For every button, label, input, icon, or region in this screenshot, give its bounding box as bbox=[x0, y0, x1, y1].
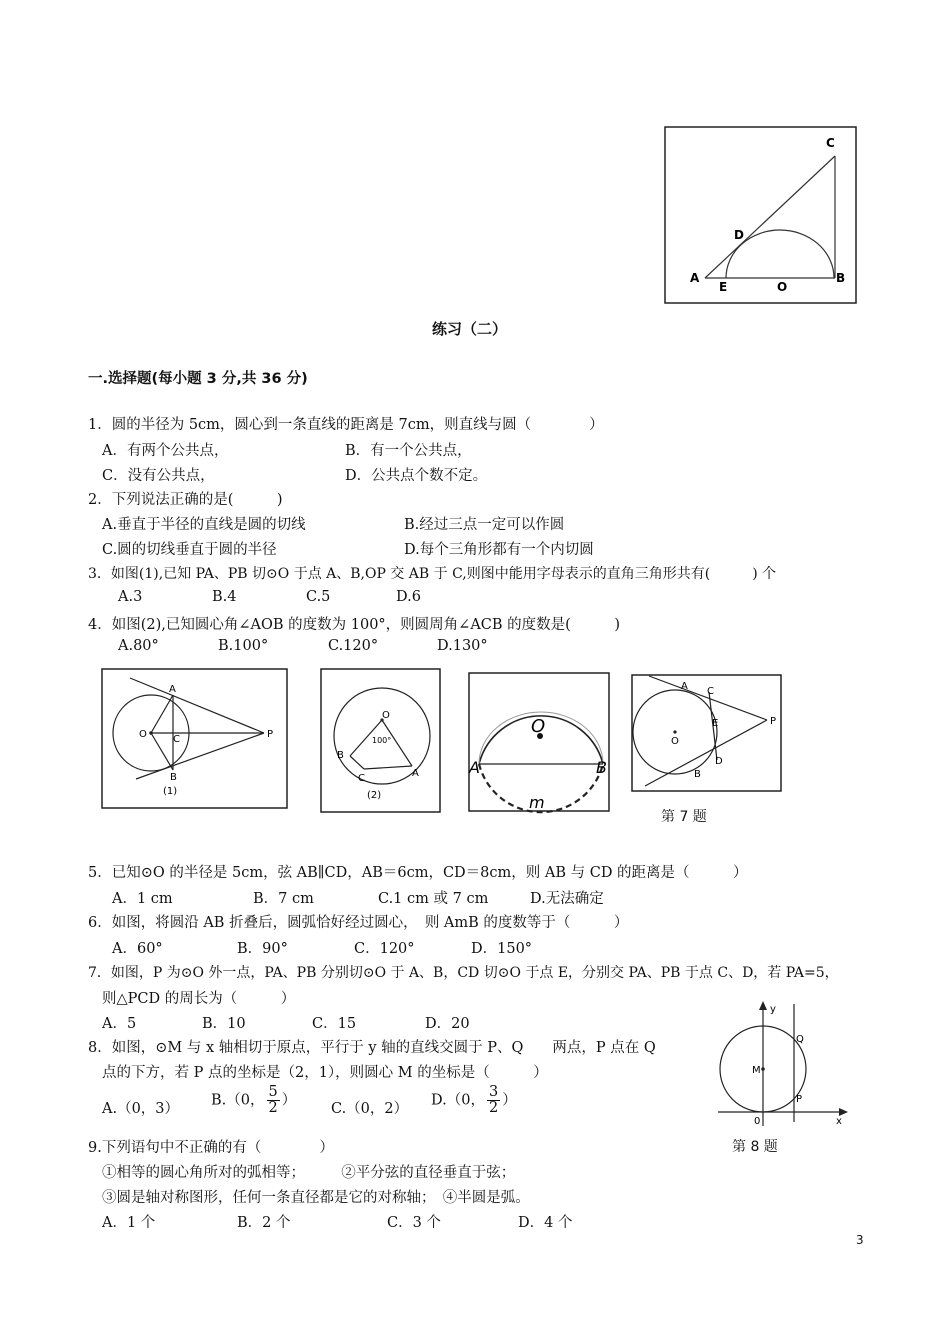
figure-2-central-angle bbox=[320, 668, 442, 814]
fig7-label-a: A bbox=[681, 681, 688, 692]
q4-option-b: B.100° bbox=[218, 638, 269, 654]
q9-option-a: A．1 个 bbox=[102, 1215, 156, 1231]
q6-option-a: A．60° bbox=[112, 941, 163, 957]
fig2-label-a: A bbox=[412, 768, 419, 779]
q7-option-a: A．5 bbox=[102, 1016, 137, 1032]
q8-option-b-prefix: B.（0， bbox=[211, 1092, 265, 1109]
frac-denominator: 2 bbox=[268, 1100, 278, 1117]
q3-option-c: C.5 bbox=[306, 589, 331, 605]
q8-option-a: A.（0，3） bbox=[102, 1101, 180, 1117]
q1-option-d: D．公共点个数不定。 bbox=[345, 468, 488, 484]
q1-stem: 1．圆的半径为 5cm，圆心到一条直线的距离是 7cm，则直线与圆（ ） bbox=[88, 417, 604, 433]
q9-option-d: D．4 个 bbox=[518, 1215, 573, 1231]
q7-stem-line2: 则△PCD 的周长为（ ） bbox=[102, 991, 296, 1007]
q6-option-d: D．150° bbox=[471, 941, 533, 957]
q4-stem: 4．如图(2),已知圆心角∠AOB 的度数为 100°，则圆周角∠ACB 的度数是( ) bbox=[88, 617, 620, 633]
q7-stem: 7．如图，P 为⊙O 外一点，PA、PB 分别切⊙O 于 A、B，CD 切⊙O 于点 E，分别交 PA、PB 于点 C、D，若 PA=5， bbox=[88, 965, 839, 981]
fig1-label-c: C bbox=[173, 734, 180, 745]
top-label-c: C bbox=[826, 136, 835, 150]
fig1-label-a: A bbox=[169, 684, 176, 695]
q6-stem: 6．如图，将圆沿 AB 折叠后，圆弧恰好经过圆心， 则 AmB 的度数等于（ ） bbox=[88, 915, 629, 931]
fig7-label-d: D bbox=[715, 756, 723, 767]
figure-1-tangents bbox=[101, 668, 289, 810]
fig1-label-p: P bbox=[267, 729, 274, 740]
q5-stem: 5．已知⊙O 的半径是 5cm，弦 AB∥CD，AB＝6cm，CD＝8cm，则 AB 与 CD 的距离是（ ） bbox=[88, 865, 748, 881]
q8-option-b bbox=[211, 1085, 296, 1116]
fig6-label-m: m bbox=[529, 793, 545, 812]
fig7-label-b: B bbox=[694, 769, 701, 780]
fig8-label-q: Q bbox=[796, 1034, 804, 1045]
fig7-label-c: C bbox=[707, 686, 714, 697]
q9-line-2: ③圆是轴对称图形，任何一条直径都是它的对称轴； ④半圆是弧。 bbox=[102, 1190, 530, 1206]
q8-stem-line2: 点的下方，若 P 点的坐标是（2，1），则圆心 M 的坐标是（ ） bbox=[102, 1065, 548, 1081]
fig6-label-a: A bbox=[469, 758, 480, 777]
q8-option-c: C.（0，2） bbox=[331, 1101, 409, 1117]
q2-option-a: A.垂直于半径的直线是圆的切线 bbox=[102, 517, 306, 533]
q8-option-d-suffix: ） bbox=[502, 1092, 517, 1109]
q7-option-c: C．15 bbox=[312, 1016, 357, 1032]
q7-option-b: B．10 bbox=[202, 1016, 246, 1032]
q2-option-d: D.每个三角形都有一个内切圆 bbox=[404, 542, 594, 558]
fig2-label-b: B bbox=[337, 750, 344, 761]
q5-option-a: A．1 cm bbox=[112, 891, 173, 907]
q4-option-d: D.130° bbox=[437, 638, 488, 654]
fig7-caption: 第 7 题 bbox=[661, 809, 707, 825]
q9-line-1: ①相等的圆心角所对的弧相等； ②平分弦的直径垂直于弦； bbox=[102, 1165, 516, 1181]
top-label-e: E bbox=[719, 280, 728, 294]
figure-7-tangent-triangle bbox=[631, 674, 783, 794]
fig2-caption: (2) bbox=[367, 790, 382, 801]
q6-option-b: B．90° bbox=[237, 941, 288, 957]
q3-stem: 3．如图(1),已知 PA、PB 切⊙O 于点 A、B,OP 交 AB 于 C,则图中能用字母表示的直角三角形共有( ) 个 bbox=[88, 566, 777, 582]
q5-option-d: D.无法确定 bbox=[530, 891, 604, 907]
figure-6-folded-arc bbox=[468, 672, 611, 814]
frac-numerator: 3 bbox=[488, 1084, 499, 1100]
q1-option-b: B．有一个公共点， bbox=[345, 443, 472, 459]
q1-option-a: A．有两个公共点， bbox=[102, 443, 229, 459]
q2-option-c: C.圆的切线垂直于圆的半径 bbox=[102, 542, 277, 558]
q4-option-a: A.80° bbox=[118, 638, 159, 654]
figure-8-coordinate-circle bbox=[712, 998, 854, 1130]
section-heading: 一.选择题(每小题 3 分,共 36 分) bbox=[88, 371, 308, 387]
top-label-o: O bbox=[777, 280, 788, 294]
q9-option-c: C．3 个 bbox=[387, 1215, 441, 1231]
fig2-label-c: C bbox=[358, 773, 365, 784]
fig1-label-o: O bbox=[139, 729, 147, 740]
fig1-label-b: B bbox=[170, 772, 177, 783]
q5-option-c: C.1 cm 或 7 cm bbox=[378, 891, 489, 907]
fig1-caption: (1) bbox=[163, 786, 178, 797]
frac-denominator: 2 bbox=[488, 1100, 499, 1117]
q2-option-b: B.经过三点一定可以作圆 bbox=[404, 517, 565, 533]
q1-option-c: C．没有公共点， bbox=[102, 468, 215, 484]
fig6-label-o: O bbox=[531, 716, 546, 737]
fig7-label-p: P bbox=[770, 716, 777, 727]
fig6-label-b: B bbox=[596, 758, 607, 777]
fig8-label-y: y bbox=[770, 1004, 776, 1015]
q3-option-b: B.4 bbox=[212, 589, 237, 605]
fig2-label-o: O bbox=[382, 710, 390, 721]
q6-option-c: C．120° bbox=[354, 941, 415, 957]
fig7-label-o: O bbox=[671, 736, 679, 747]
top-label-b: B bbox=[836, 271, 846, 285]
q3-option-a: A.3 bbox=[118, 589, 143, 605]
q4-option-c: C.120° bbox=[328, 638, 379, 654]
top-label-a: A bbox=[690, 271, 700, 285]
fig8-label-p: P bbox=[796, 1094, 803, 1105]
q2-stem: 2．下列说法正确的是( ) bbox=[88, 492, 283, 508]
q8-option-d-prefix: D.（0， bbox=[431, 1092, 485, 1109]
q5-option-b: B．7 cm bbox=[253, 891, 314, 907]
q9-stem: 9.下列语句中不正确的有（ ） bbox=[88, 1140, 334, 1156]
fig7-label-e: E bbox=[712, 718, 719, 729]
q7-option-d: D．20 bbox=[425, 1016, 470, 1032]
q8-stem: 8．如图，⊙M 与 x 轴相切于原点，平行于 y 轴的直线交圆于 P、Q 两点，P 点在 Q bbox=[88, 1040, 656, 1056]
fig8-caption: 第 8 题 bbox=[732, 1139, 778, 1155]
fraction-3-2 bbox=[487, 1085, 500, 1116]
page-number: 3 bbox=[856, 1233, 864, 1247]
page-title: 练习（二） bbox=[432, 320, 508, 338]
top-label-d: D bbox=[734, 228, 744, 242]
fig8-label-origin: 0 bbox=[754, 1116, 761, 1127]
q9-option-b: B．2 个 bbox=[237, 1215, 291, 1231]
q8-option-d bbox=[431, 1085, 517, 1116]
fig8-label-m: M bbox=[752, 1065, 761, 1076]
q3-option-d: D.6 bbox=[396, 589, 421, 605]
fig8-label-x: x bbox=[836, 1116, 842, 1127]
fig2-angle: 100° bbox=[372, 736, 392, 745]
frac-numerator: 5 bbox=[268, 1084, 278, 1100]
fraction-5-2 bbox=[267, 1085, 280, 1116]
top-figure-triangle-semicircle bbox=[664, 126, 858, 306]
q8-option-b-suffix: ） bbox=[281, 1092, 297, 1109]
